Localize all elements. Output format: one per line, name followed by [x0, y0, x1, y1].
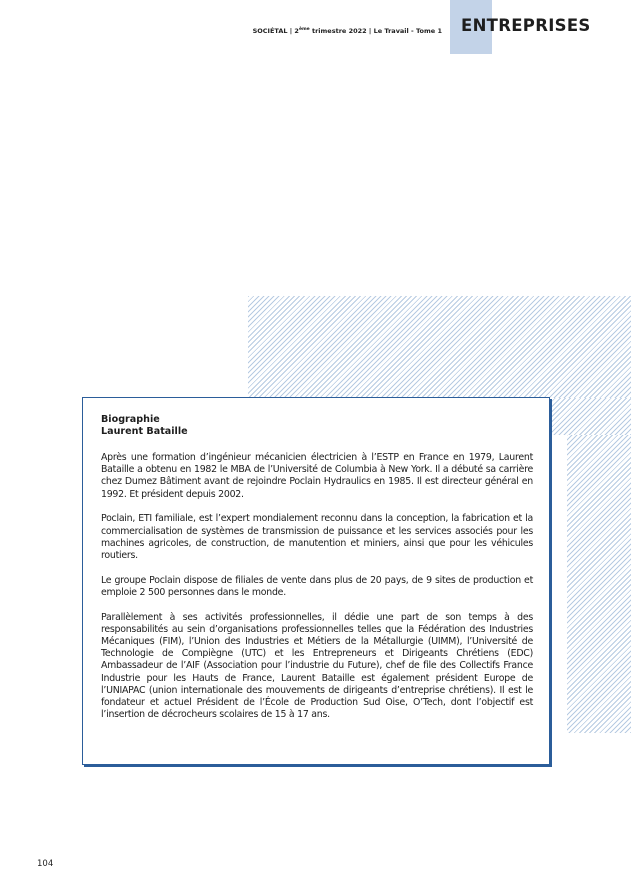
- biography-heading: [101, 414, 533, 438]
- biography-heading-name: Laurent Bataille: [101, 426, 188, 437]
- decorative-hatch-top: [248, 296, 631, 398]
- publication-meta-rest: trimestre 2022 | Le Travail - Tome 1: [309, 27, 442, 36]
- publication-header: [253, 27, 442, 35]
- biography-heading-label: Biographie: [101, 414, 160, 425]
- biography-paragraph: Après une formation d’ingénieur mécanicien électricien à l’ESTP en France en 1979, Laurent Bataille a obtenu en 1982 le MBA de l’Université de Columbia à New York. Il a débuté sa carrière chez Dumez Bâtiment avant de rejoindre Poclain Hydraulics en 1985. Il est directeur général en 1992. Et président depuis 2002.: [101, 452, 533, 500]
- page-number: 104: [37, 859, 54, 869]
- decorative-hatch-middle: [551, 398, 631, 435]
- publication-meta-prefix: SOCIÉTAL | 2: [252, 27, 299, 36]
- biography-paragraph: Parallèlement à ses activités professionnelles, il dédie une part de son temps à des responsabilités au sein d’organisations professionnelles telles que la Fédération des Industries Mécaniques (FIM), l’Union des Industries et Métiers de la Métallurgie (UIMM), l’Université de Technologie de Compiègne (UTC) et les Entrepreneurs et Dirigeants Chrétiens (EDC) Ambassadeur de l’AIF (Association pour l’industrie du Future), chef de file des Collectifs France Industrie pour les Hauts de France, Laurent Bataille est également président Europe de l’UNIAPAC (union internationale des mouvements de dirigeants d’entreprise chrétiens). Il est le fondateur et actuel Président de l’École de Production Sud Oise, O’Tech, dont l’objectif est l’insertion de décrocheurs scolaires de 15 à 17 ans.: [101, 611, 533, 721]
- decorative-hatch-right: [567, 435, 631, 733]
- biography-paragraph: Poclain, ETI familiale, est l’expert mondialement reconnu dans la conception, la fabrication et la commercialisation de systèmes de transmission de puissance et les services associés pour les machines agricoles, de construction, de manutention et miniers, ainsi que pour les véhicules routiers.: [101, 513, 533, 561]
- biography-paragraph: Le groupe Poclain dispose de filiales de vente dans plus de 20 pays, de 9 sites de production et emploie 2 500 personnes dans le monde.: [101, 574, 533, 598]
- biography-content: [101, 414, 533, 734]
- publication-meta-superscript: ème: [298, 27, 310, 32]
- section-title: ENTREPRISES: [461, 16, 591, 35]
